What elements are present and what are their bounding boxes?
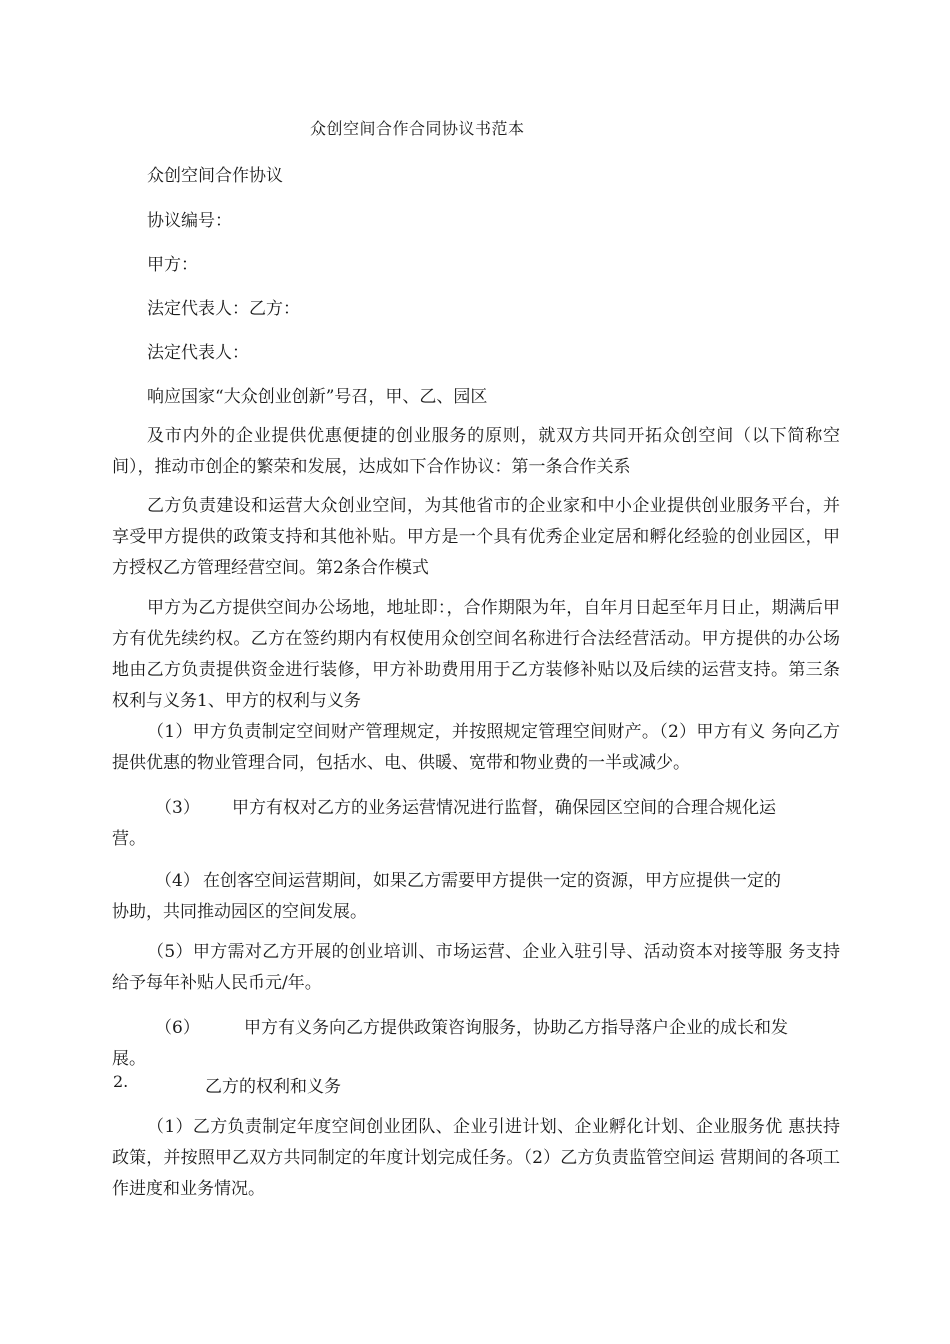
document-title: 众创空间合作合同协议书范本 xyxy=(310,119,525,138)
paragraph-party-a-items-1-2: （1）甲方负责制定空间财产管理规定，并按照规定管理空间财产。（2）甲方有义 务向乙方提供优惠的物业管理合同，包括水、电、供暖、宽带和物业费的一半或减少。 xyxy=(112,722,840,773)
item-4-tail: 协助，共同推动园区的空间发展。 xyxy=(112,902,367,922)
item-6-tail: 展。 xyxy=(112,1049,146,1069)
intro-line: 响应国家“大众创业创新”号召，甲、乙、园区 xyxy=(147,387,488,407)
paragraph-cooperation-relation: 乙方负责建设和运营大众创业空间，为其他省市的企业家和中小企业提供创业服务平台，并享受甲方提供的政策支持和其他补贴。甲方是一个具有优秀企业定居和孵化经验的创业园区，甲方授权乙方管理经营空间。第2条合作模式 xyxy=(112,496,840,578)
paragraph-item-5: （5）甲方需对乙方开展的创业培训、市场运营、企业入驻引导、活动资本对接等服 务支持给予每年补贴人民币元/年。 xyxy=(112,942,840,993)
party-a-field: 甲方： xyxy=(147,255,198,275)
item-6-text: 甲方有义务向乙方提供政策咨询服务，协助乙方指导落户企业的成长和发 xyxy=(244,1018,788,1038)
representative-party-b-field: 法定代表人：乙方： xyxy=(147,299,300,319)
agreement-number-field: 协议编号： xyxy=(147,211,232,231)
section-2-title: 乙方的权利和义务 xyxy=(205,1077,341,1097)
item-4-text: 在创客空间运营期间，如果乙方需要甲方提供一定的资源，甲方应提供一定的 xyxy=(203,871,781,891)
item-3-tail: 营。 xyxy=(112,829,146,849)
item-3-text: 甲方有权对乙方的业务运营情况进行监督，确保园区空间的合理合规化运 xyxy=(232,798,776,818)
agreement-heading: 众创空间合作协议 xyxy=(147,166,283,186)
item-3-number: （3） xyxy=(155,798,200,818)
paragraph-cooperation-mode: 甲方为乙方提供空间办公场地，地址即：，合作期限为年，自年月日起至年月日止，期满后甲方有优先续约权。乙方在签约期内有权使用众创空间名称进行合法经营活动。甲方提供的办公场地由乙方负责提供资金进行装修，甲方补助费用用于乙方装修补贴以及后续的运营支持。第三条权利与义务1、甲方的权利与义务 xyxy=(112,598,840,711)
item-4-number: （4） xyxy=(155,871,200,891)
section-2-number: 2. xyxy=(113,1072,129,1091)
paragraph-party-b-duties: （1）乙方负责制定年度空间创业团队、企业引进计划、企业孵化计划、企业服务优 惠扶持政策，并按照甲乙双方共同制定的年度计划完成任务。（2）乙方负责监管空间运 营期间的各项工作进度和业务情况。 xyxy=(112,1117,840,1199)
representative-field: 法定代表人： xyxy=(147,343,249,363)
paragraph-principle: 及市内外的企业提供优惠便捷的创业服务的原则，就双方共同开拓众创空间（以下简称空间），推动市创企的繁荣和发展，达成如下合作协议：第一条合作关系 xyxy=(112,426,840,477)
item-6-number: （6） xyxy=(155,1018,200,1038)
